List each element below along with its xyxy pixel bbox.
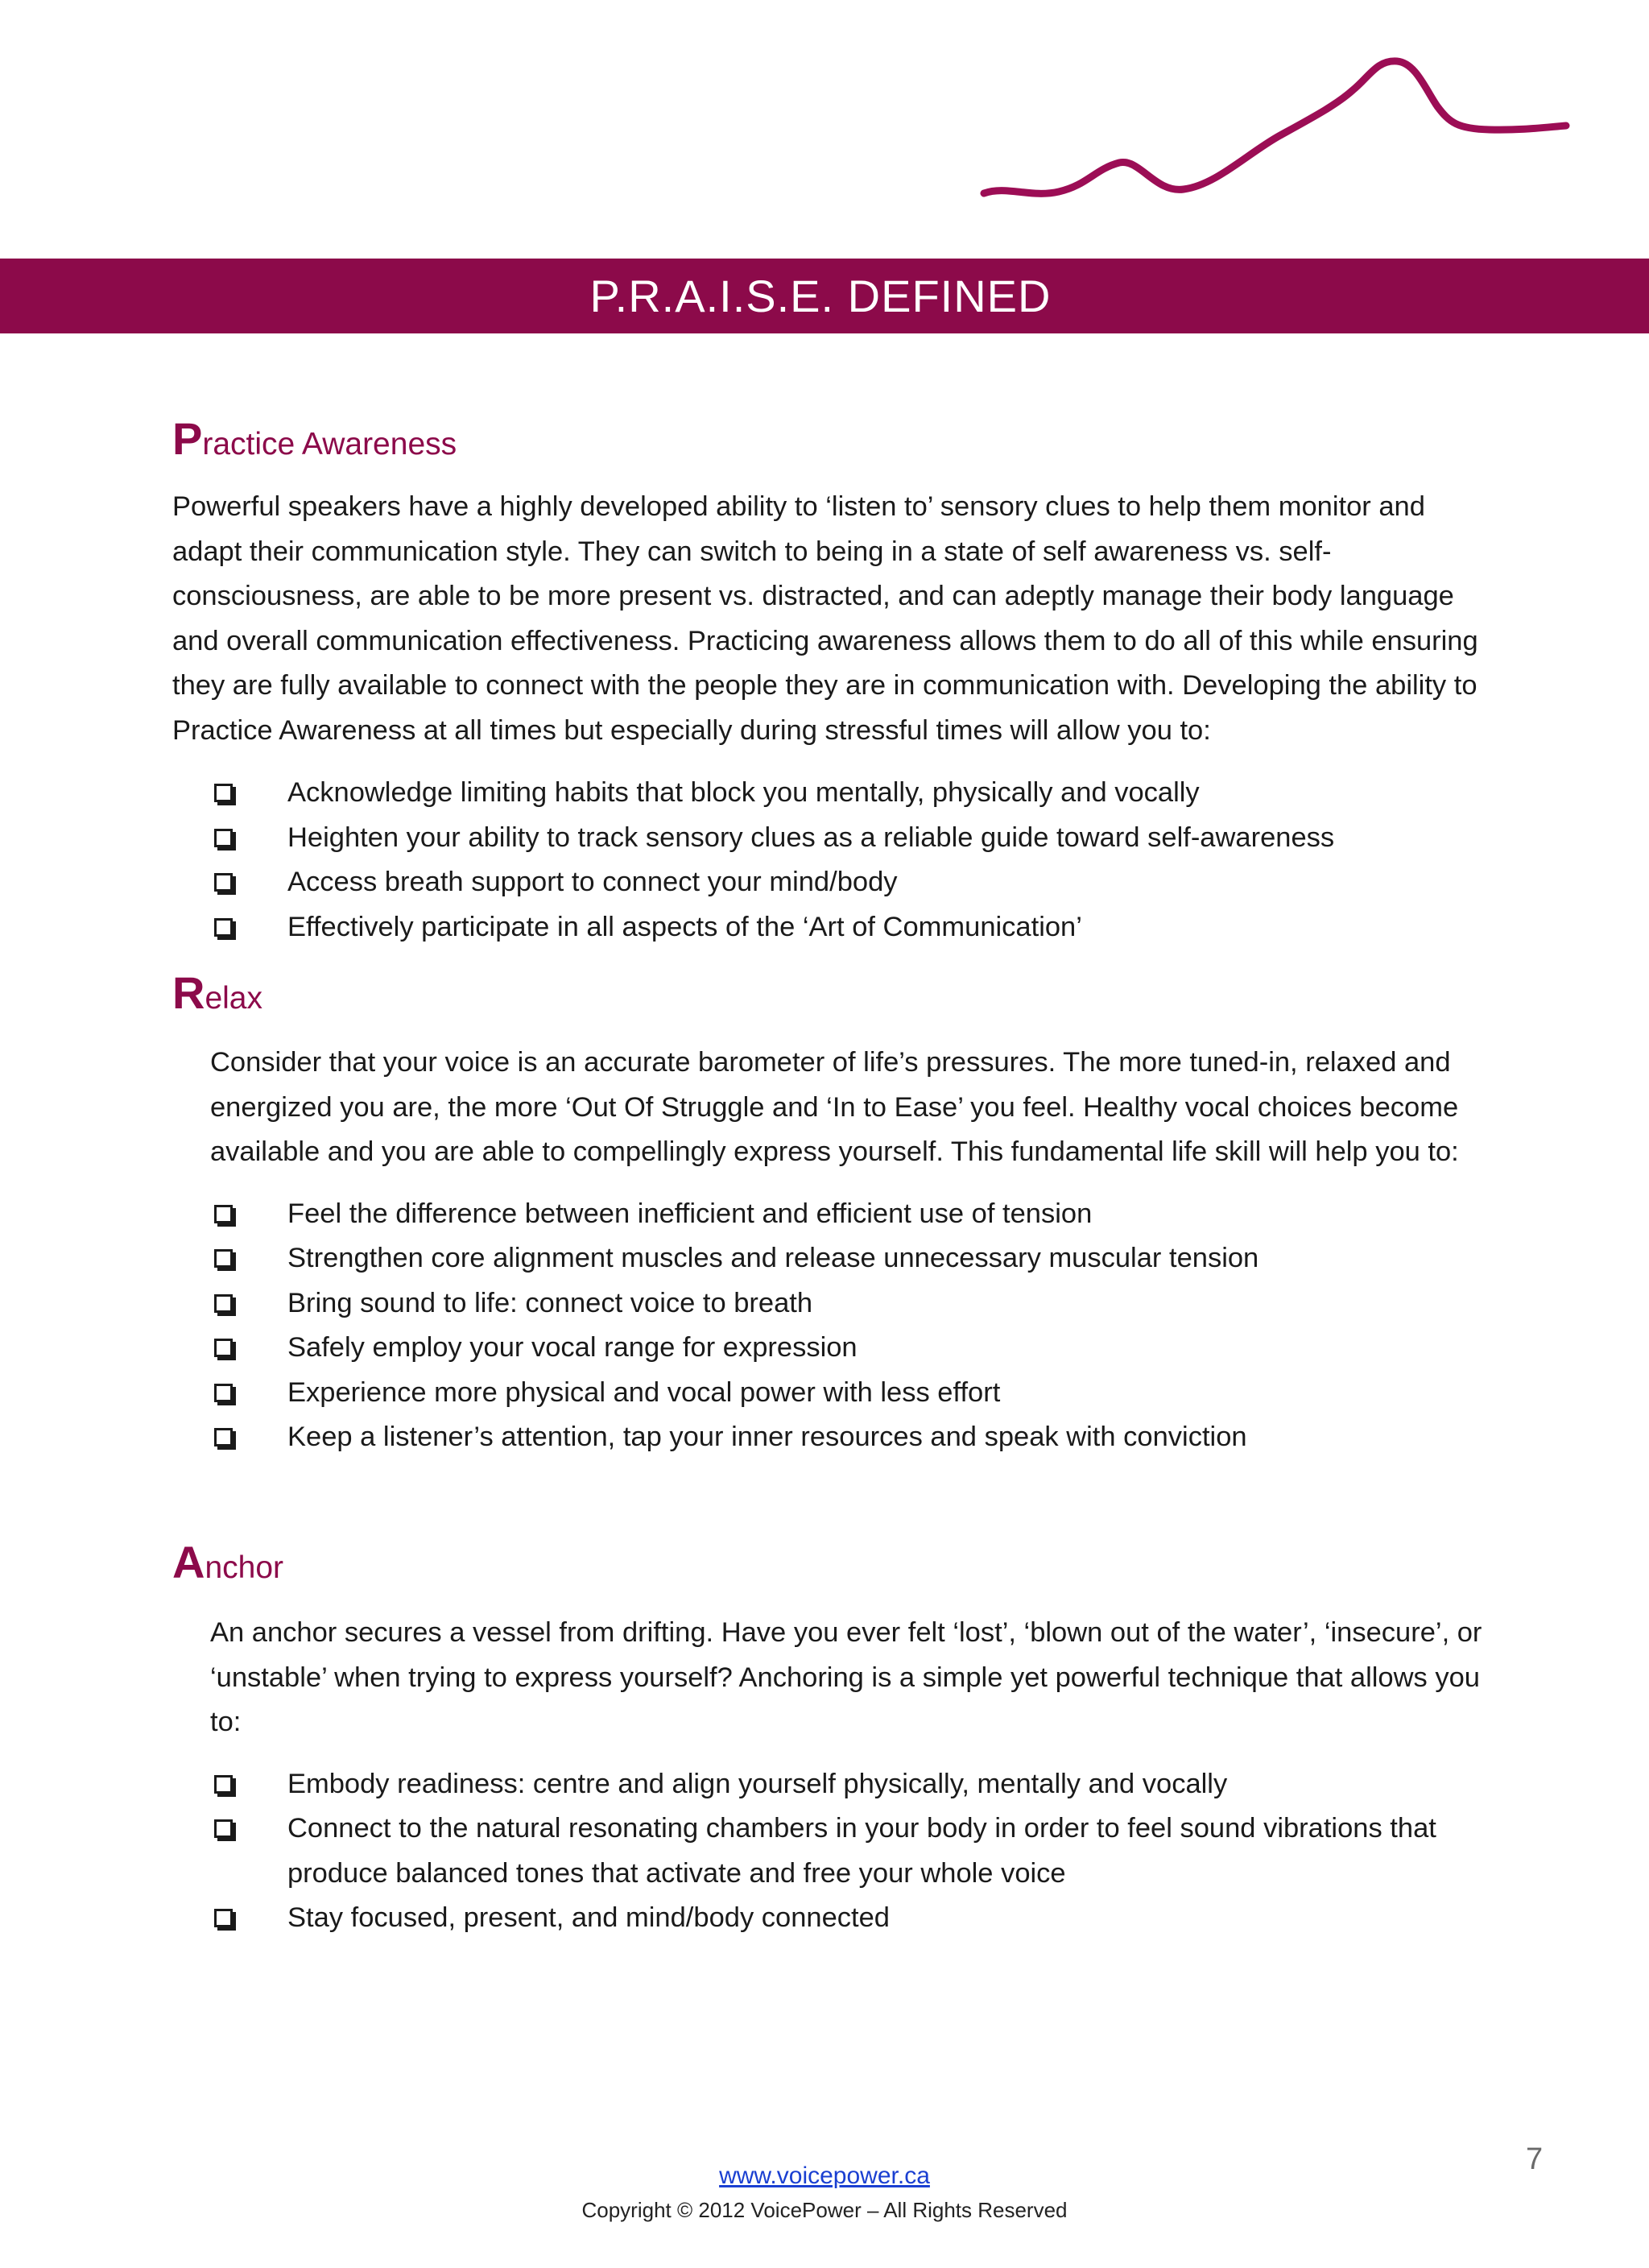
checkbox-icon: [214, 873, 233, 892]
list-item: [172, 1762, 1501, 1807]
checkbox-icon: [214, 918, 233, 937]
checkbox-icon: [214, 1428, 233, 1446]
list-item-text: Heighten your ability to track sensory clues as a reliable guide toward self-awareness: [287, 822, 1335, 853]
list-item: [172, 860, 1501, 905]
list-item: [172, 905, 1501, 950]
list-item-text: Strengthen core alignment muscles and release unnecessary muscular tension: [287, 1243, 1259, 1273]
section-anchor: [172, 1538, 1501, 1941]
copyright-text: Copyright © 2012 VoicePower – All Rights Reserved: [581, 2198, 1068, 2222]
decorative-wave-logo: [974, 48, 1578, 209]
list-item-text: Stay focused, present, and mind/body connected: [287, 1902, 890, 1933]
checkbox-icon: [214, 1819, 233, 1838]
checkbox-icon: [214, 1909, 233, 1927]
list-item-text: Effectively participate in all aspects of the ‘Art of Communication’: [287, 911, 1082, 942]
list-item: [172, 1192, 1501, 1237]
title-band: [0, 259, 1649, 333]
list-item-text: Embody readiness: centre and align yourself physically, mentally and vocally: [287, 1768, 1228, 1799]
list-item-text: Safely employ your vocal range for expression: [287, 1332, 858, 1363]
page-number: 7: [1526, 2142, 1544, 2176]
checkbox-icon: [214, 1775, 233, 1794]
checklist: [172, 1192, 1501, 1460]
section-paragraph: Consider that your voice is an accurate barometer of life’s pressures. The more tuned-in, relaxed and energized you are, the more ‘Out Of Struggle and ‘In to Ease’ you feel. Healthy vocal choices become available and you are able to compellingly express yourself. This fundamental life skill will help you to:: [210, 1047, 1459, 1167]
website-link[interactable]: www.voicepower.ca: [719, 2162, 930, 2189]
heading-rest: ractice Awareness: [202, 427, 457, 461]
list-item-text: Access breath support to connect your mind/body: [287, 867, 898, 897]
section-heading: [172, 969, 1501, 1023]
section-paragraph: Powerful speakers have a highly developed ability to ‘listen to’ sensory clues to help them monitor and adapt their communication style. They can switch to being in a state of self awareness vs. self-consciousness, are able to be more present vs. distracted, and can adeptly manage their body language and overall communication effectiveness. Practicing awareness allows them to do all of this while ensuring they are fully available to connect with the people they are in communication with. Developing the ability to Practice Awareness at all times but especially during stressful times will allow you to:: [172, 491, 1478, 746]
checkbox-icon: [214, 1205, 233, 1223]
section-heading: [172, 1538, 1501, 1592]
checkbox-icon: [214, 1249, 233, 1268]
heading-initial: A: [172, 1537, 205, 1587]
checkbox-icon: [214, 1384, 233, 1402]
list-item: [172, 1236, 1501, 1281]
list-item-text: Bring sound to life: connect voice to breath: [287, 1287, 813, 1318]
list-item: [172, 1415, 1501, 1460]
list-item-text: Feel the difference between inefficient and efficient use of tension: [287, 1198, 1093, 1229]
checkbox-icon: [214, 1294, 233, 1313]
checkbox-icon: [214, 784, 233, 802]
list-item: [172, 1281, 1501, 1326]
list-item: [172, 1371, 1501, 1416]
heading-rest: nchor: [205, 1550, 284, 1585]
list-item-text: Connect to the natural resonating chambers in your body in order to feel sound vibrations that produce balanced tones that activate and free your whole voice: [287, 1813, 1436, 1889]
list-item: [172, 1807, 1501, 1896]
list-item: [172, 816, 1501, 861]
list-item: [172, 771, 1501, 816]
heading-initial: P: [172, 413, 203, 464]
section-relax: [172, 969, 1501, 1460]
list-item-text: Experience more physical and vocal power with less effort: [287, 1376, 1001, 1408]
page-title: P.R.A.I.S.E. DEFINED: [589, 271, 1052, 321]
checkbox-icon: [214, 1339, 233, 1357]
list-item: [172, 1326, 1501, 1371]
checkbox-icon: [214, 829, 233, 847]
list-item-text: Acknowledge limiting habits that block you mentally, physically and vocally: [287, 777, 1200, 808]
list-item: [172, 1896, 1501, 1941]
list-item-text: Keep a listener’s attention, tap your inner resources and speak with conviction: [287, 1422, 1247, 1452]
section-paragraph: An anchor secures a vessel from drifting. Have you ever felt ‘lost’, ‘blown out of the water’, ‘insecure’, or ‘unstable’ when trying to express yourself? Anchoring is a simple yet powerful technique that allows you to:: [210, 1617, 1482, 1737]
page-footer: [0, 2158, 1649, 2226]
section-practice-awareness: [172, 415, 1501, 950]
heading-initial: R: [172, 967, 205, 1018]
heading-rest: elax: [205, 981, 262, 1016]
checklist: [172, 771, 1501, 950]
section-heading: [172, 415, 1501, 469]
checklist: [172, 1762, 1501, 1941]
